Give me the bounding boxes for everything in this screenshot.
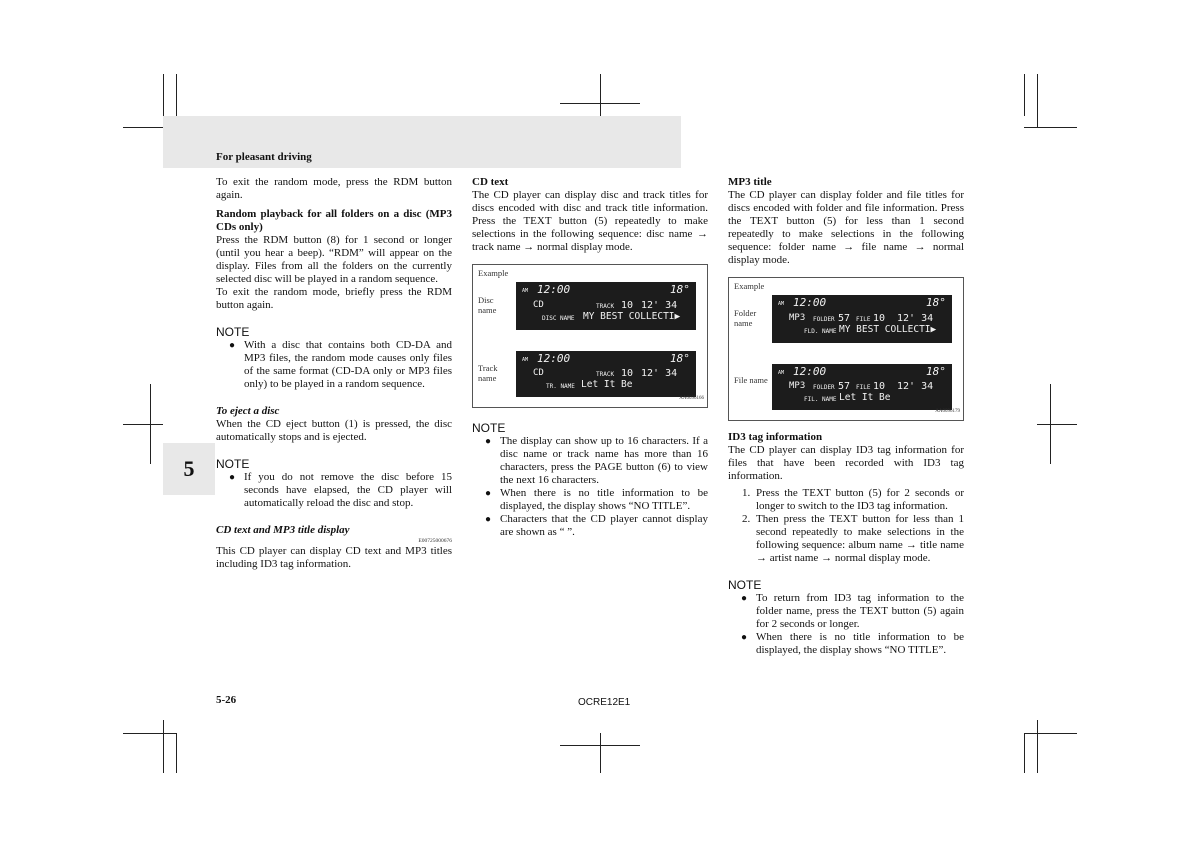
lcd-folder-label: FOLDER (813, 316, 835, 323)
lcd-mode: MP3 (789, 381, 806, 391)
lcd-name: MY BEST COLLECTI▶ (583, 311, 681, 322)
note-item: ● With a disc that contains both CD-DA and MP3 files, the random mode causes only files of the same format (CD-DA only or MP3 files only) to be played in a random sequence. (216, 339, 452, 391)
lcd-am: AM (522, 288, 529, 294)
note-list (216, 339, 452, 391)
lcd-name-label: FLD. NAME (804, 328, 837, 335)
note-item: ● To return from ID3 tag information to the folder name, press the TEXT button (5) again for 2 seconds or longer. (728, 592, 964, 631)
figure-code: AA0096179 (935, 409, 960, 414)
reference-code: E00725000676 (418, 538, 452, 544)
lcd-track-label: TRACK (596, 303, 615, 310)
note-item: ● The display can show up to 16 characters. If a disc name or track name has more than 16 characters, press the PAGE button (6) to view the next 16 characters. (472, 435, 708, 487)
column-left (216, 176, 452, 571)
lcd-display-track-name (516, 351, 696, 397)
paragraph: The CD player can display folder and file titles for discs encoded with folder and file information. Press the TEXT button (5) for less than 1 second repeatedly to make selections in the following sequence: folder name → file name → normal display mode. (728, 189, 964, 266)
crop-mark (1024, 127, 1077, 128)
column-middle (472, 176, 708, 539)
heading-cd-text-mp3: CD text and MP3 title display (216, 524, 350, 536)
lcd-file-number: 10 (873, 313, 886, 324)
lcd-display-folder-name (772, 295, 952, 343)
figure-example-label: Example (478, 268, 509, 278)
crop-mark (176, 733, 177, 773)
page-number: 5-26 (216, 694, 237, 706)
note-item: ● When there is no title information to be displayed, the display shows “NO TITLE”. (472, 487, 708, 513)
lcd-temperature: 18° (670, 283, 690, 296)
crop-mark (176, 74, 177, 116)
lcd-elapsed: 12' 34 (641, 300, 678, 311)
lcd-time: 12:00 (537, 283, 571, 296)
lcd-name-label: TR. NAME (546, 383, 575, 390)
lcd-display-file-name (772, 364, 952, 410)
figure-cd-display (472, 264, 708, 408)
crop-mark (1024, 74, 1025, 116)
paragraph: When the CD eject button (1) is pressed, the disc automatically stops and is ejected. (216, 418, 452, 443)
lcd-folder-number: 57 (838, 381, 851, 392)
crop-mark (1037, 424, 1077, 425)
paragraph: The CD player can display ID3 tag information for files that have been recorded with ID3 tag information. (728, 444, 964, 482)
lcd-mode: CD (533, 300, 544, 310)
lcd-file-number: 10 (873, 381, 886, 392)
figure-label-track-name: Track name (478, 363, 498, 383)
lcd-name-label: FIL. NAME (804, 396, 837, 403)
paragraph: The CD player can display disc and track titles for discs encoded with disc and track title information. Press the TEXT button (5) repeatedly to make selections in the following sequence: disc name → track name → normal display mode. (472, 189, 708, 253)
lcd-name: MY BEST COLLECTI▶ (839, 324, 937, 335)
lcd-folder-number: 57 (838, 313, 851, 324)
note-title: NOTE (216, 457, 250, 471)
heading-mp3-title: MP3 title (728, 176, 772, 188)
note-list (472, 435, 708, 539)
crop-mark (600, 733, 601, 773)
lcd-mode: CD (533, 368, 544, 378)
figure-example-label: Example (734, 281, 765, 291)
lcd-file-label: FILE (856, 316, 871, 323)
column-right (728, 176, 964, 657)
note-title: NOTE (728, 578, 762, 592)
lcd-elapsed: 12' 34 (897, 381, 934, 392)
chapter-tab: 5 (163, 443, 215, 495)
step-number: 1. (742, 487, 751, 499)
lcd-am: AM (778, 301, 785, 307)
lcd-file-label: FILE (856, 384, 871, 391)
step-item (728, 487, 964, 513)
lcd-name: Let It Be (581, 379, 633, 390)
figure-label-disc-name: Disc name (478, 295, 497, 315)
heading-random-playback: Random playback for all folders on a disc (MP3 CDs only) (216, 208, 452, 233)
crop-mark (1037, 720, 1038, 773)
heading-id3: ID3 tag information (728, 431, 823, 443)
lcd-time: 12:00 (793, 365, 827, 378)
lcd-track-label: TRACK (596, 371, 615, 378)
note-item: ● Characters that the CD player cannot display are shown as “ ”. (472, 513, 708, 539)
lcd-elapsed: 12' 34 (897, 313, 934, 324)
step-text: Press the TEXT button (5) for 2 seconds or longer to switch to the ID3 tag information. (756, 487, 964, 512)
paragraph: To exit the random mode, briefly press the RDM button again. (216, 286, 452, 311)
lcd-am: AM (522, 357, 529, 363)
lcd-display-disc-name (516, 282, 696, 330)
step-number: 2. (742, 513, 751, 525)
lcd-temperature: 18° (926, 365, 946, 378)
lcd-mode: MP3 (789, 313, 806, 323)
lcd-track-number: 10 (621, 300, 634, 311)
note-item: ● When there is no title information to be displayed, the display shows “NO TITLE”. (728, 631, 964, 657)
crop-mark (1037, 74, 1038, 127)
lcd-temperature: 18° (926, 296, 946, 309)
note-list (216, 471, 452, 510)
paragraph: Press the RDM button (8) for 1 second or longer (until you hear a beep). “RDM” will appear on the display. Files from all the folders on the currently selected disc will be played in a random sequence. (216, 234, 452, 285)
crop-mark (123, 424, 163, 425)
figure-label-folder-name: Folder name (734, 308, 757, 328)
crop-mark (1024, 733, 1077, 734)
lcd-am: AM (778, 370, 785, 376)
lcd-time: 12:00 (793, 296, 827, 309)
note-item: ● If you do not remove the disc before 15 seconds have elapsed, the CD player will automatically reload the disc and stop. (216, 471, 452, 510)
lcd-name: Let It Be (839, 392, 891, 403)
lcd-elapsed: 12' 34 (641, 368, 678, 379)
note-list (728, 592, 964, 657)
step-item (728, 513, 964, 565)
crop-mark (123, 733, 176, 734)
section-title: For pleasant driving (216, 151, 312, 163)
crop-mark (600, 74, 601, 116)
note-title: NOTE (472, 421, 506, 435)
crop-mark (1050, 384, 1051, 464)
lcd-temperature: 18° (670, 352, 690, 365)
steps-list (728, 487, 964, 565)
crop-mark (1024, 733, 1025, 773)
figure-mp3-display (728, 277, 964, 421)
document-code: OCRE12E1 (578, 697, 631, 708)
figure-code: AA0096166 (679, 396, 704, 401)
crop-mark (163, 720, 164, 773)
step-text: Then press the TEXT button for less than 1 second repeatedly to make selections in the following sequence: album name → title name → artist name → normal display mode. (756, 513, 964, 564)
paragraph: This CD player can display CD text and MP3 titles including ID3 tag information. (216, 545, 452, 570)
lcd-track-number: 10 (621, 368, 634, 379)
figure-label-file-name: File name (734, 375, 768, 385)
crop-mark (150, 384, 151, 464)
lcd-time: 12:00 (537, 352, 571, 365)
note-title: NOTE (216, 325, 250, 339)
lcd-folder-label: FOLDER (813, 384, 835, 391)
heading-eject: To eject a disc (216, 405, 280, 417)
heading-cd-text: CD text (472, 176, 509, 188)
paragraph: To exit the random mode, press the RDM button again. (216, 176, 452, 201)
lcd-name-label: DISC NAME (542, 315, 575, 322)
